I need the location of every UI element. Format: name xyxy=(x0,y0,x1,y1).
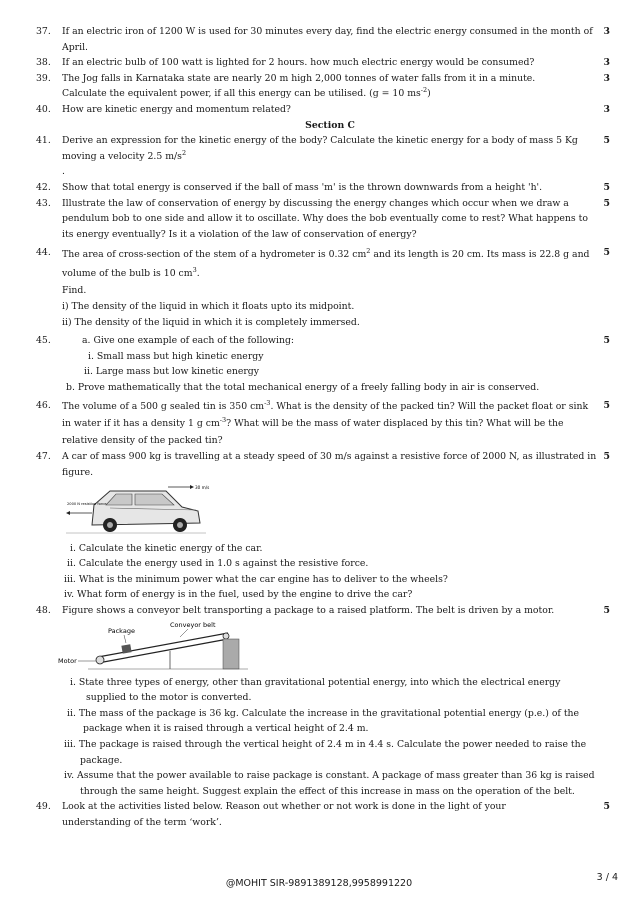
question-text: If an electric iron of 1200 W is used for 30 minutes every day, find the electric energy consumed in the month of April. xyxy=(62,26,593,53)
question-47 xyxy=(0,449,638,603)
sub-question-ii: ii) The density of the liquid in which it is completely immersed. xyxy=(62,316,360,328)
text-fragment: Calculate the equivalent power, if all this energy can be utilised. (g = 10 ms xyxy=(62,88,421,100)
question-37 xyxy=(0,24,638,55)
arrow-head xyxy=(190,485,194,489)
question-number: 38. xyxy=(36,57,51,69)
question-marks: 5 xyxy=(603,135,610,147)
question-number: 41. xyxy=(36,135,51,147)
question-number: 39. xyxy=(36,72,51,84)
question-text: A car of mass 900 kg is travelling at a steady speed of 30 m/s against a resistive force of 2000 N, as illustrated in figure. xyxy=(62,451,597,479)
sub-question-a: a. Give one example of each of the following: xyxy=(82,335,295,347)
car-hub xyxy=(177,522,183,528)
sub-question-iv: iv. Assume that the power available to raise package is constant. A package of mass greater than 36 kg is raised through the same height. Suggest explain the effect of this increase in mass on the operation of the belt. xyxy=(64,770,595,797)
question-marks: 3 xyxy=(603,72,610,84)
sub-question-i: i) The density of the liquid in which it floats upto its midpoint. xyxy=(62,300,355,312)
find-label: Find. xyxy=(62,285,87,297)
question-number: 43. xyxy=(36,197,51,209)
car-hub xyxy=(107,522,113,528)
question-text: Derive an expression for the kinetic energy of the body? Calculate the kinetic energy for a body of mass 5 Kg moving a velocity 2.5 m/s xyxy=(62,135,578,162)
question-40 xyxy=(0,102,638,118)
question-marks: 5 xyxy=(603,181,610,193)
question-text: Show that total energy is conserved if the ball of mass 'm' is the thrown downwards from a height 'h'. xyxy=(62,181,543,193)
question-39 xyxy=(0,71,638,102)
speed-label: 30 m/s xyxy=(195,484,210,490)
question-marks: 3 xyxy=(603,57,610,69)
section-heading: Section C xyxy=(305,119,355,131)
belt-top xyxy=(98,633,228,657)
question-text-line xyxy=(62,86,598,102)
question-42 xyxy=(0,180,638,196)
question-number: 46. xyxy=(36,400,51,412)
question-43 xyxy=(0,196,638,243)
question-marks: 5 xyxy=(603,400,610,412)
belt-pointer xyxy=(180,629,188,637)
sub-question-iii: iii. The package is raised through the vertical height of 2.4 m in 4.4 s. Calculate the power needed to raise the package. xyxy=(64,739,587,766)
question-marks: 5 xyxy=(603,247,610,259)
conveyor-figure xyxy=(58,621,248,673)
sub-question-a-i: i. Small mass but high kinetic energy xyxy=(88,350,264,362)
sub-question-i: i. State three types of energy, other than gravitational potential energy, into which the electrical energy supplied to the motor is converted. xyxy=(70,676,561,704)
text-fragment: The area of cross-section of the stem of a hydrometer is 0.32 cm xyxy=(62,249,367,261)
question-text: Illustrate the law of conservation of energy by discussing the energy changes which occur when we draw a pendulum bob to one side and allow it to oscillate. Why does the bob eventually come to rest? What happens to its energy eventually? Is it a violation of the law of conservation of energy? xyxy=(62,197,588,240)
superscript: 2 xyxy=(181,148,187,157)
sub-question-ii: ii. Calculate the energy used in 1.0 s against the resistive force. xyxy=(67,558,369,570)
question-number: 40. xyxy=(36,103,51,115)
question-49 xyxy=(0,799,638,830)
package-label: Package xyxy=(108,626,135,635)
question-text-line: The Jog falls in Karnataka state are nearly 20 m high 2,000 tonnes of water falls from it in a minute. xyxy=(62,72,536,84)
motor-roller xyxy=(96,656,104,664)
question-marks: 5 xyxy=(603,605,610,617)
car-figure xyxy=(66,483,210,539)
question-number: 47. xyxy=(36,451,51,463)
force-label: 2000 N resistive force xyxy=(67,501,107,506)
top-roller xyxy=(223,633,229,639)
superscript: -3 xyxy=(264,399,271,408)
motor-label: Motor xyxy=(58,656,77,665)
superscript: 2 xyxy=(366,247,371,256)
question-marks: 5 xyxy=(603,197,610,209)
sub-question-a-ii: ii. Large mass but low kinetic energy xyxy=(84,366,260,378)
question-number: 44. xyxy=(36,247,51,259)
sub-question-ii: ii. The mass of the package is 36 kg. Calculate the increase in the gravitational potential energy (p.e.) of the package when it is raised through a vertical height of 2.4 m. xyxy=(67,707,580,735)
question-45 xyxy=(0,333,638,395)
belt-bottom xyxy=(98,639,228,663)
package-box xyxy=(121,644,131,653)
arrow-head xyxy=(66,511,70,515)
question-44 xyxy=(0,245,638,330)
superscript: 3 xyxy=(192,266,197,275)
question-marks: 5 xyxy=(603,451,610,463)
question-marks: 3 xyxy=(603,26,610,37)
question-41 xyxy=(0,133,638,180)
question-text: Figure shows a conveyor belt transporting a package to a raised platform. The belt is driven by a motor. xyxy=(62,605,555,617)
package-pointer xyxy=(124,635,126,643)
question-marks: 5 xyxy=(603,801,610,813)
superscript: -2 xyxy=(420,86,428,95)
question-marks: 5 xyxy=(603,335,610,347)
text-fragment: The volume of a 500 g sealed tin is 350 cm xyxy=(62,401,265,413)
question-38 xyxy=(0,55,638,71)
question-text: If an electric bulb of 100 watt is lighted for 2 hours. how much electric energy would be consumed? xyxy=(62,57,535,69)
question-text-dot: . xyxy=(62,166,65,178)
footer-contact: @MOHIT SIR-9891389128,9958991220 xyxy=(225,878,413,889)
text-fragment: ) xyxy=(427,88,431,100)
belt-label: Conveyor belt xyxy=(170,620,216,629)
text-fragment: . What is the density of the packed tin? Will the packet float or sink in water if it has a density 1 g cm xyxy=(62,401,589,430)
questions-list xyxy=(0,24,638,831)
page-number: 3 / 4 xyxy=(596,872,618,883)
question-marks: 3 xyxy=(603,103,610,115)
question-text: Look at the activities listed below. Reason out whether or not work is done in the light of your understanding of the term ‘work’. xyxy=(62,801,506,828)
sub-question-iv: iv. What form of energy is in the fuel, used by the engine to drive the car? xyxy=(64,589,413,601)
raised-platform xyxy=(223,639,239,669)
question-number: 37. xyxy=(36,26,51,37)
superscript: -3 xyxy=(219,416,227,425)
question-number: 48. xyxy=(36,605,51,617)
sub-question-iii: iii. What is the minimum power what the car engine has to deliver to the wheels? xyxy=(64,573,448,585)
text-fragment: . xyxy=(196,268,200,280)
text-fragment: ? What will be the mass of water displaced by this tin? What will be the relative density of the packed tin? xyxy=(62,418,564,447)
question-number: 49. xyxy=(36,801,51,813)
text-fragment: and its length is 20 cm. Its mass is 22.8 g and volume of the bulb is 10 cm xyxy=(62,249,590,280)
sub-question-i: i. Calculate the kinetic energy of the car. xyxy=(70,542,263,554)
question-text xyxy=(62,398,598,449)
question-48 xyxy=(0,603,638,799)
question-46 xyxy=(0,398,638,449)
question-number: 42. xyxy=(36,181,51,193)
question-text xyxy=(62,245,598,283)
question-number: 45. xyxy=(36,335,51,347)
sub-question-b: b. Prove mathematically that the total mechanical energy of a freely falling body in air is conserved. xyxy=(66,381,540,393)
question-text: How are kinetic energy and momentum related? xyxy=(62,103,291,115)
